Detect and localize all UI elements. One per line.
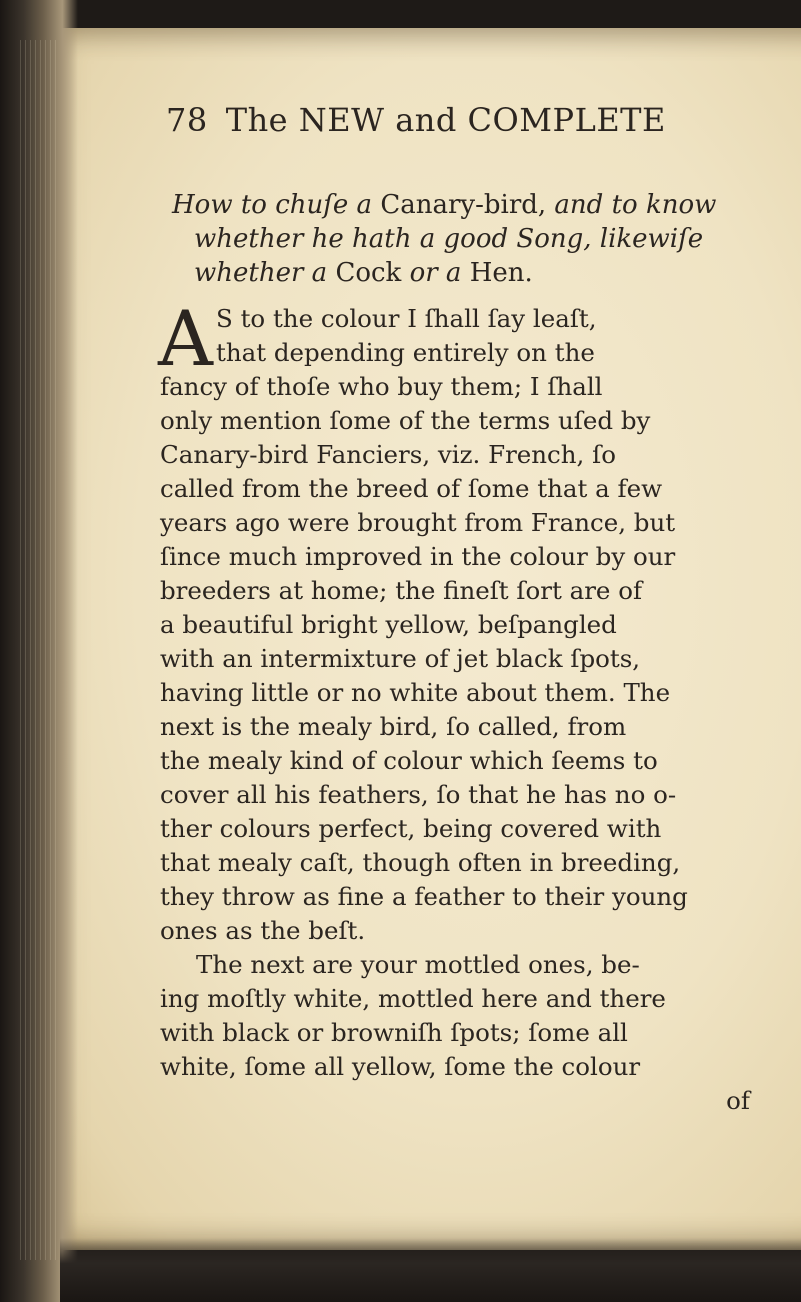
text-line: years ago were brought from France, but [160,508,676,537]
page-number: 78 [166,101,208,139]
heading-text: or a [409,258,462,288]
text-line: ones as the beſt. [160,916,366,945]
heading-text: Hen. [469,258,533,288]
heading-line-3 [172,256,762,290]
text-line: having little or no white about them. The [160,678,671,707]
text-line: Canary-bird Fanciers, viz. French, ſo [160,440,616,469]
text-line: fancy of thoſe who buy them; I ſhall [160,372,603,401]
page-edges [20,40,60,1260]
text-line: breeders at home; the fineſt ſort are of [160,576,643,605]
text-line: that depending entirely on the [216,338,595,367]
text-line: cover all his feathers, ſo that he has no o- [160,780,677,809]
line-text: S to the colour I ſhall ſay leaſt, [216,304,597,333]
text-line: ther colours perfect, being covered with [160,814,662,843]
running-head [166,100,760,140]
text-line: next is the mealy bird, ſo called, from [160,712,627,741]
section-heading [172,188,762,290]
heading-text: whether a [194,258,328,288]
heading-line-1 [172,188,762,222]
text-line: called from the breed of ſome that a few [160,474,663,503]
text-line: that mealy caſt, though often in breeding, [160,848,681,877]
text-line: white, ſome all yellow, ſome the colour [160,1052,641,1081]
text-line: The next are your mottled ones, be- [196,950,640,979]
heading-text: Cock [335,258,402,288]
text-line: ing moſtly white, mottled here and there [160,984,666,1013]
text-line: a beautiful bright yellow, beſpangled [160,610,617,639]
text-line: they throw as fine a feather to their young [160,882,688,911]
text-line: with black or browniſh ſpots; ſome all [160,1018,628,1047]
running-title: The NEW and COMPLETE [225,101,666,139]
heading-text: How to chuſe a [172,190,373,220]
drop-cap: A [158,294,213,383]
body-text [158,294,758,1118]
heading-text: Canary-bird, [380,190,547,220]
heading-text: and to know [554,190,717,220]
text-block [160,100,760,1118]
catchword: of [726,1086,750,1115]
heading-line-2: whether he hath a good Song, likewiſe [194,224,704,254]
bottom-shadow [60,1238,801,1302]
text-line: the mealy kind of colour which ſeems to [160,746,658,775]
text-line: only mention ſome of the terms uſed by [160,406,651,435]
book-gutter [0,0,78,1302]
text-line: with an intermixture of jet black ſpots, [160,644,641,673]
text-line: ſince much improved in the colour by our [160,542,676,571]
